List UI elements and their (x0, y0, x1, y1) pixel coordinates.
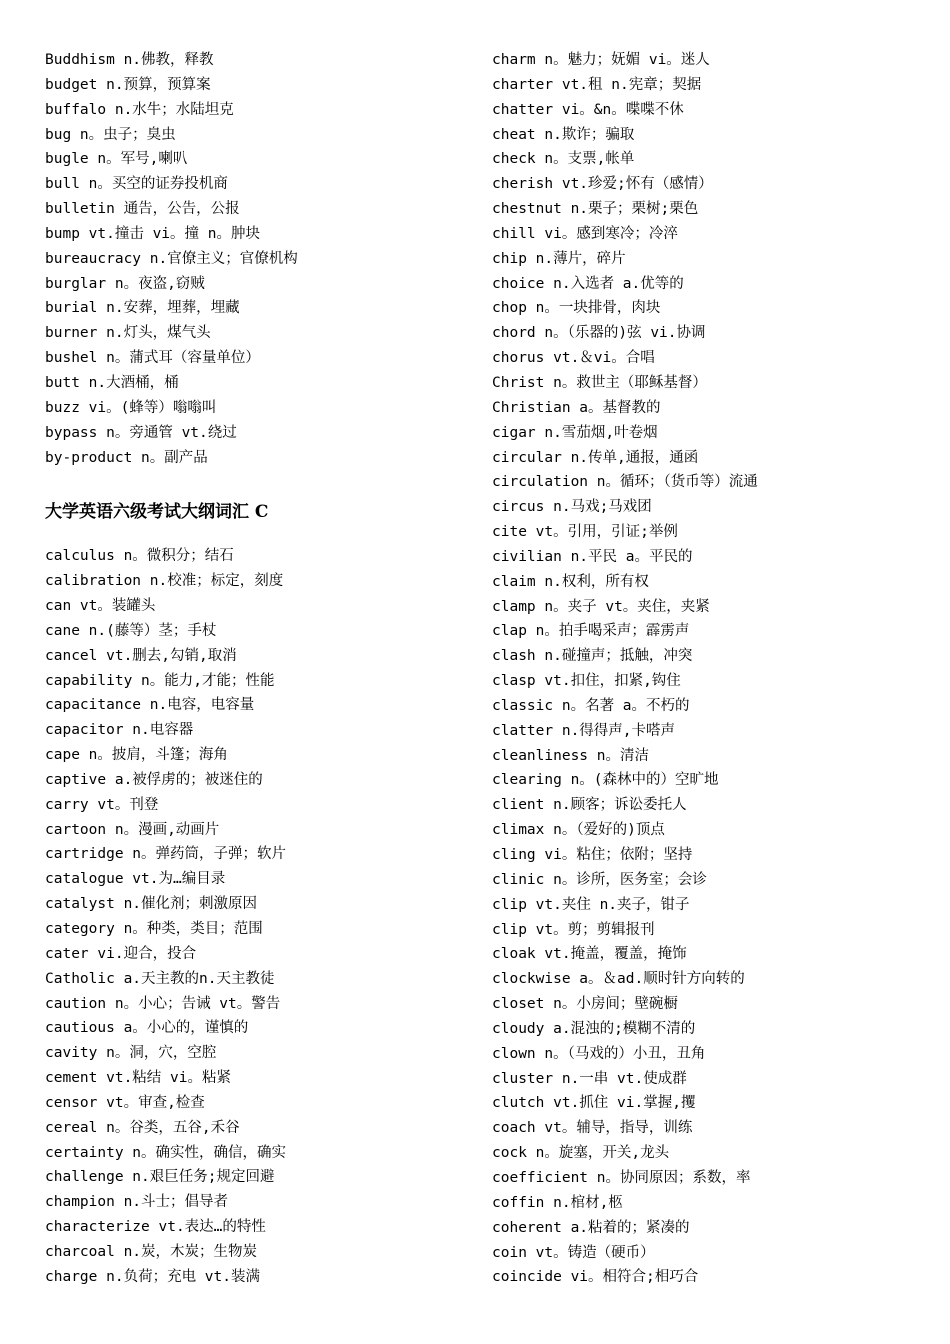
vocab-entry: bump vt.撞击 vi。撞 n。肿块 (45, 225, 260, 242)
vocab-entry: censor vt。审查,检查 (45, 1094, 205, 1111)
vocab-entry: capacitor n.电容器 (45, 722, 194, 739)
vocab-entry: cater vi.迎合，投合 (45, 945, 197, 962)
vocab-entry: cloudy a.混浊的;模糊不清的 (492, 1020, 696, 1037)
right-column (492, 48, 932, 1290)
vocab-entry: butt n.大酒桶，桶 (45, 374, 179, 391)
vocab-entry: bushel n。蒲式耳（容量单位） (45, 350, 260, 367)
vocab-entry: circus n.马戏;马戏团 (492, 499, 652, 516)
vocab-entry: Catholic a.天主教的n.天主教徒 (45, 970, 275, 987)
vocab-entry: choice n.入选者 a.优等的 (492, 275, 684, 292)
vocab-entry: budget n.预算，预算案 (45, 76, 211, 93)
vocab-entry: burial n.安葬，埋葬，埋藏 (45, 300, 240, 317)
vocab-entry: challenge n.艰巨任务;规定回避 (45, 1169, 275, 1186)
vocab-entry: clockwise a。＆ad.顺时针方向转的 (492, 971, 745, 988)
vocab-entry: charter vt.租 n.宪章；契据 (492, 76, 702, 93)
vocab-entry: coin vt。铸造（硬币） (492, 1244, 655, 1261)
vocab-entry: chestnut n.栗子；栗树;栗色 (492, 201, 699, 218)
vocab-entry: clip vt。剪；剪辑报刊 (492, 921, 655, 938)
vocab-entry: coefficient n。协同原因；系数，率 (492, 1169, 751, 1186)
vocab-entry: cancel vt.删去,勾销,取消 (45, 647, 237, 664)
vocab-entry: cartoon n。漫画,动画片 (45, 821, 220, 838)
vocab-entry: coincide vi。相符合;相巧合 (492, 1269, 699, 1286)
vocab-entry: clatter n.得得声,卡嗒声 (492, 722, 676, 739)
vocab-entry: client n.顾客；诉讼委托人 (492, 797, 687, 814)
vocab-entry: clearing n。(森林中的）空旷地 (492, 772, 719, 789)
vocab-entry: check n。支票,帐单 (492, 151, 635, 168)
vocab-entry: cape n。披肩，斗篷；海角 (45, 747, 228, 764)
vocab-entry: classic n。名著 a。不朽的 (492, 697, 690, 714)
vocab-entry: clap n。拍手喝采声；霹雳声 (492, 623, 690, 640)
vocab-entry: clasp vt.扣住，扣紧,钩住 (492, 673, 681, 690)
vocab-entry: cling vi。粘住；依附；坚持 (492, 847, 693, 863)
vocab-entry: clown n。（马戏的）小丑，丑角 (492, 1045, 706, 1062)
vocab-entry: clash n.碰撞声；抵触，冲突 (492, 648, 693, 665)
vocab-entry: claim n.权利，所有权 (492, 573, 649, 590)
vocab-entry: cite vt。引用，引证;举例 (492, 524, 678, 541)
vocab-entry: coffin n.棺材,柩 (492, 1194, 623, 1211)
section-heading: 大学英语六级考试大纲词汇 C (45, 502, 269, 523)
vocab-entry: cloak vt.掩盖，覆盖，掩饰 (492, 946, 687, 963)
vocab-entry: clamp n。夹子 vt。夹住，夹紧 (492, 598, 710, 615)
vocab-entry: capability n。能力,才能；性能 (45, 672, 275, 689)
vocab-entry: cherish vt.珍爱;怀有（感情） (492, 176, 713, 193)
vocab-entry: cheat n.欺诈；骗取 (492, 126, 635, 143)
vocab-entry: closet n。小房间；壁碗橱 (492, 996, 678, 1013)
left-column (45, 48, 475, 1290)
vocab-entry: chord n。（乐器的)弦 vi.协调 (492, 325, 706, 342)
vocab-entry: Christ n。救世主（耶稣基督） (492, 374, 707, 391)
vocab-entry: bureaucracy n.官僚主义；官僚机构 (45, 250, 298, 267)
vocab-entry: calibration n.校准；标定，刻度 (45, 573, 284, 590)
vocab-entry: climax n。（爱好的)顶点 (492, 822, 665, 839)
vocab-entry: buffalo n.水牛；水陆坦克 (45, 101, 234, 118)
word-list-c-part1 (45, 544, 475, 1289)
vocab-entry: cigar n.雪茄烟,叶卷烟 (492, 424, 658, 441)
vocab-entry: cane n.(藤等）茎；手杖 (45, 622, 217, 639)
vocab-entry: buzz vi。(蜂等）嗡嗡叫 (45, 399, 217, 416)
vocab-entry: burglar n。夜盗,窃贼 (45, 275, 205, 292)
vocab-entry: chop n。一块排骨，肉块 (492, 300, 661, 317)
vocab-entry: cock n。旋塞，开关,龙头 (492, 1145, 670, 1162)
vocab-entry: cluster n.一串 vt.使成群 (492, 1070, 687, 1087)
vocab-entry: capacitance n.电容，电容量 (45, 697, 255, 714)
vocab-entry: bull n。买空的证券投机商 (45, 176, 228, 193)
vocab-entry: burner n.灯头，煤气头 (45, 325, 211, 342)
vocab-entry: cement vt.粘结 vi。粘紧 (45, 1070, 231, 1087)
vocab-entry: bypass n。旁通管 vt.绕过 (45, 424, 237, 441)
vocab-entry: cereal n。谷类，五谷,禾谷 (45, 1119, 240, 1136)
vocab-entry: can vt。装罐头 (45, 598, 156, 615)
vocab-entry: clip vt.夹住 n.夹子，钳子 (492, 896, 690, 913)
vocab-entry: clutch vt.抓住 vi.掌握,攫 (492, 1095, 696, 1112)
vocab-entry: chip n.薄片，碎片 (492, 250, 626, 267)
vocab-entry: coherent a.粘着的；紧凑的 (492, 1219, 690, 1236)
vocab-entry: caution n。小心；告诫 vt。警告 (45, 995, 281, 1012)
vocab-entry: catalyst n.催化剂；刺激原因 (45, 896, 258, 913)
vocab-entry: calculus n。微积分；结石 (45, 548, 234, 565)
vocab-entry: clinic n。诊所，医务室；会诊 (492, 871, 707, 888)
vocab-entry: charcoal n.炭，木炭；生物炭 (45, 1243, 258, 1260)
vocab-entry: category n。种类，类目；范围 (45, 921, 263, 937)
vocab-entry: cautious a。小心的，谨慎的 (45, 1020, 249, 1037)
vocab-entry: chatter vi。&n。喋喋不休 (492, 101, 684, 118)
vocab-entry: circular n.传单,通报，通函 (492, 449, 699, 466)
vocab-entry: champion n.斗士；倡导者 (45, 1194, 229, 1211)
vocab-entry: charm n。魅力；妩媚 vi。迷人 (492, 52, 710, 68)
vocab-entry: cleanliness n。清洁 (492, 747, 649, 764)
vocab-entry: cartridge n。弹药筒，子弹；软片 (45, 846, 287, 863)
vocab-entry: civilian n.平民 a。平民的 (492, 548, 693, 565)
vocab-entry: charge n.负荷；充电 vt.装满 (45, 1268, 260, 1285)
vocab-entry: certainty n。确实性，确信，确实 (45, 1144, 287, 1161)
vocab-entry: cavity n。洞，穴，空腔 (45, 1045, 217, 1062)
vocab-entry: bug n。虫子；臭虫 (45, 126, 176, 143)
vocab-entry: circulation n。循环；（货币等）流通 (492, 474, 758, 491)
vocab-entry: Christian a。基督教的 (492, 399, 661, 416)
vocab-entry: Buddhism n.佛教，释教 (45, 52, 214, 68)
vocab-entry: coach vt。辅导，指导，训练 (492, 1120, 693, 1137)
vocab-entry: captive a.被俘虏的；被迷住的 (45, 771, 263, 788)
word-list-c-part2 (492, 48, 932, 1290)
vocab-entry: carry vt。刊登 (45, 796, 159, 813)
word-list-b (45, 48, 475, 470)
vocab-entry: catalogue vt.为…编目录 (45, 871, 226, 888)
vocab-entry: chill vi。感到寒冷；冷淬 (492, 225, 678, 242)
vocab-entry: bugle n。军号,喇叭 (45, 151, 188, 168)
vocab-entry: bulletin 通告，公告，公报 (45, 201, 240, 218)
vocab-entry: characterize vt.表达…的特性 (45, 1219, 266, 1236)
vocab-entry: chorus vt.＆vi。合唱 (492, 350, 655, 367)
vocab-entry: by-product n。副产品 (45, 449, 208, 466)
